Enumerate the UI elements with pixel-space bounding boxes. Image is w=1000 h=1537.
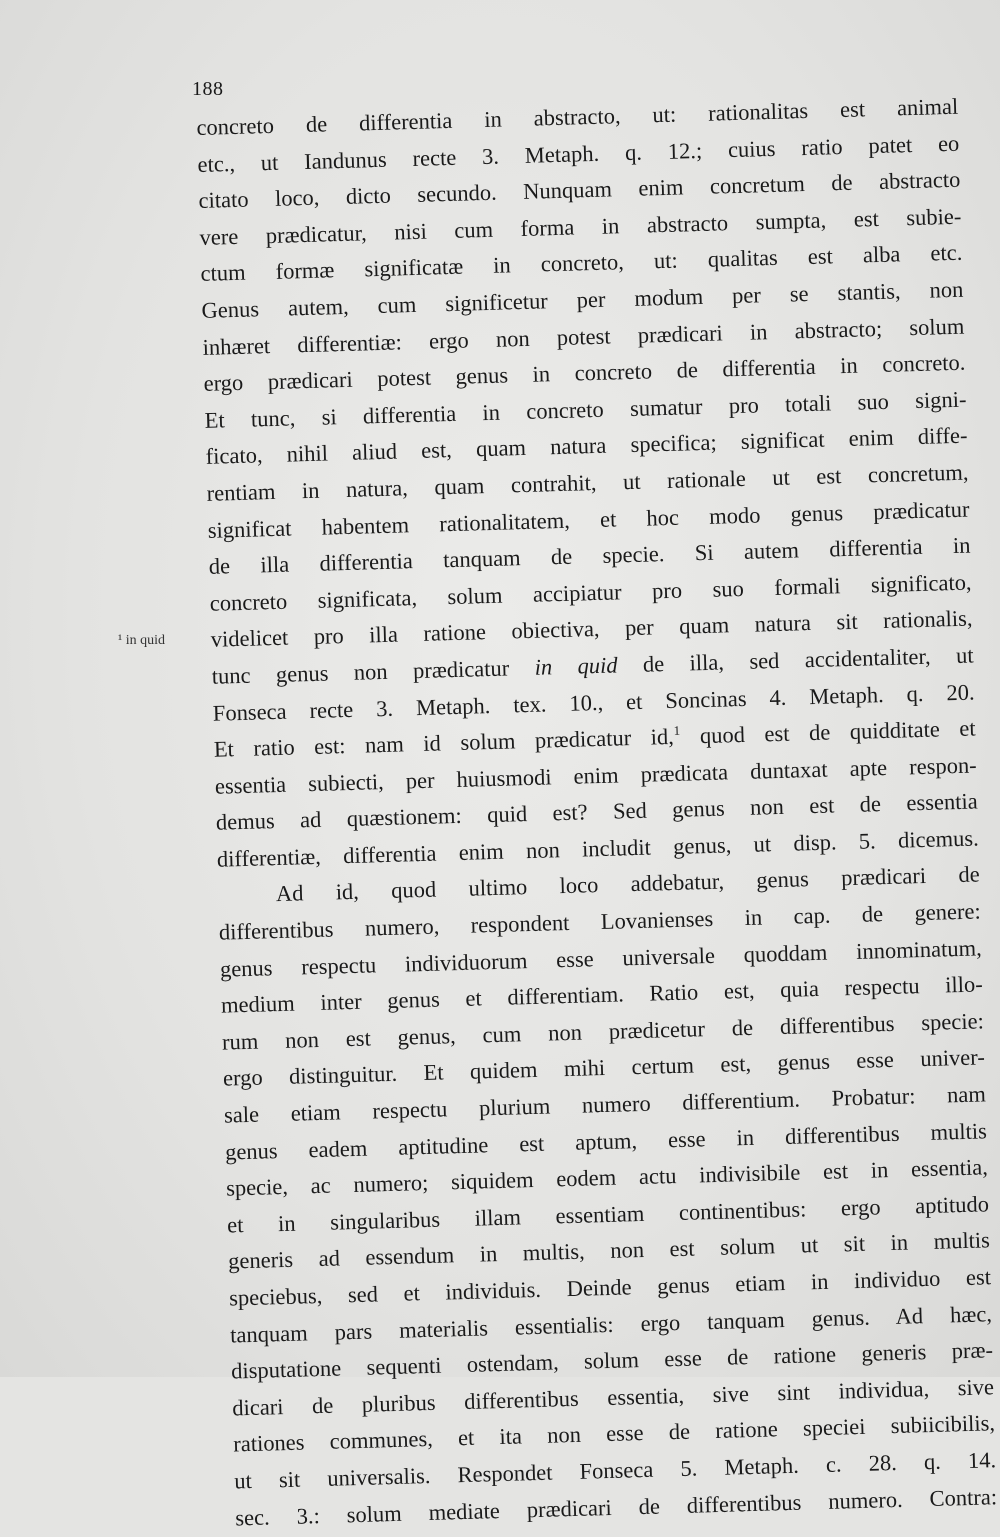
text-line: differentibus numero, respondent Lovanienses in cap. de genere: bbox=[218, 898, 982, 945]
text-line: Et tunc, si differentia in concreto sumatur pro totali suo signi- bbox=[204, 386, 967, 433]
text-line: differentiæ, differentia enim non includit genus, ut disp. 5. dicemus. bbox=[216, 825, 979, 872]
text-line: sale etiam respectu plurium numero differentium. Probatur: nam bbox=[223, 1081, 987, 1128]
text-line: de illa differentia tanquam de specie. Si autem differentia in bbox=[208, 532, 971, 579]
text-line: citato loco, dicto secundo. Nunquam enim concretum de abstracto bbox=[198, 166, 961, 214]
text-line: rum non est genus, cum non prædicetur de differentibus specie: bbox=[221, 1008, 985, 1055]
text-line: genus respectu individuorum esse universale quoddam innominatum, bbox=[219, 935, 983, 982]
text-line: speciebus, sed et individuis. Deinde genus etiam in individuo est bbox=[228, 1264, 992, 1311]
margin-footnote: ¹ in quid bbox=[118, 633, 165, 648]
italic-term: in quid bbox=[534, 652, 618, 680]
text-line: ctum formæ significatæ in concreto, ut: qualitas est alba etc. bbox=[200, 240, 963, 287]
text-line: etc., ut Iandunus recte 3. Metaph. q. 12.; cuius ratio patet eo bbox=[197, 130, 960, 177]
text-line: inhæret differentiæ: ergo non potest prædicari in abstracto; solum bbox=[202, 313, 965, 360]
text-line: ficato, nihil aliud est, quam natura specifica; significat enim diffe- bbox=[205, 422, 968, 470]
text-segment: Et ratio est: nam id solum prædicatur id, bbox=[213, 724, 675, 762]
text-segment: quod est de quidditate et bbox=[679, 715, 976, 749]
text-line: essentia subiecti, per huiusmodi enim prædicata duntaxat apte respon- bbox=[214, 752, 977, 799]
text-line: Fonseca recte 3. Metaph. tex. 10., et Soncinas 4. Metaph. q. 20. bbox=[212, 678, 975, 726]
text-line: disputatione sequenti ostendam, solum esse de ratione generis præ- bbox=[230, 1337, 994, 1384]
page-number: 188 bbox=[192, 78, 224, 100]
text-line: specie, ac numero; siquidem eodem actu indivisibile est in essentia, bbox=[225, 1154, 989, 1201]
text-line: concreto de differentia in abstracto, ut: rationalitas est animal bbox=[196, 93, 959, 140]
text-line: sec. 3.: solum mediate prædicari de differentibus numero. Contra: bbox=[234, 1483, 998, 1531]
text-line: videlicet pro illa ratione obiectiva, per quam natura sit rationalis, bbox=[210, 605, 973, 653]
text-line: vere prædicatur, nisi cum forma in abstracto sumpta, est subie- bbox=[199, 203, 962, 250]
text-line: ergo prædicari potest genus in concreto de differentia in concreto. bbox=[203, 349, 966, 397]
text-line: demus ad quæstionem: quid est? Sed genus non est de essentia bbox=[215, 788, 978, 835]
body-text bbox=[196, 89, 998, 1537]
text-line: generis ad essendum in multis, non est solum ut sit in multis bbox=[227, 1227, 991, 1274]
text-line: ut sit universalis. Respondet Fonseca 5. Metaph. c. 28. q. 14. bbox=[233, 1447, 997, 1494]
text-line: rentiam in natura, quam contrahit, ut rationale ut est concretum, bbox=[206, 459, 969, 506]
text-segment: tunc genus non prædicatur bbox=[211, 654, 535, 689]
text-line: ergo distinguitur. Et quidem mihi certum est, genus esse univer- bbox=[222, 1044, 986, 1092]
text-line: genus eadem aptitudine est aptum, esse in differentibus multis bbox=[224, 1117, 988, 1165]
text-line: et in singularibus illam essentiam continentibus: ergo aptitudo bbox=[226, 1191, 990, 1238]
text-line: rationes communes, et ita non esse de ratione speciei subiicibilis, bbox=[232, 1410, 996, 1457]
paragraph-start-line: Ad id, quod ultimo loco addebatur, genus prædicari de bbox=[275, 861, 980, 907]
text-line: concreto significata, solum accipiatur pro suo formali significato, bbox=[209, 569, 972, 616]
text-line: dicari de pluribus differentibus essentia, sive sint individua, sive bbox=[231, 1374, 995, 1421]
footnote-mark: 1 bbox=[673, 722, 681, 738]
text-line: medium inter genus et differentiam. Ratio est, quia respectu illo- bbox=[220, 971, 984, 1018]
text-line: tanquam pars materialis essentialis: ergo tanquam genus. Ad hæc, bbox=[229, 1300, 993, 1348]
text-line: significat habentem rationalitatem, et hoc modo genus prædicatur bbox=[207, 496, 970, 543]
text-line: Genus autem, cum significetur per modum per se stantis, non bbox=[201, 276, 964, 323]
text-segment: de illa, sed accidentaliter, ut bbox=[617, 642, 974, 678]
